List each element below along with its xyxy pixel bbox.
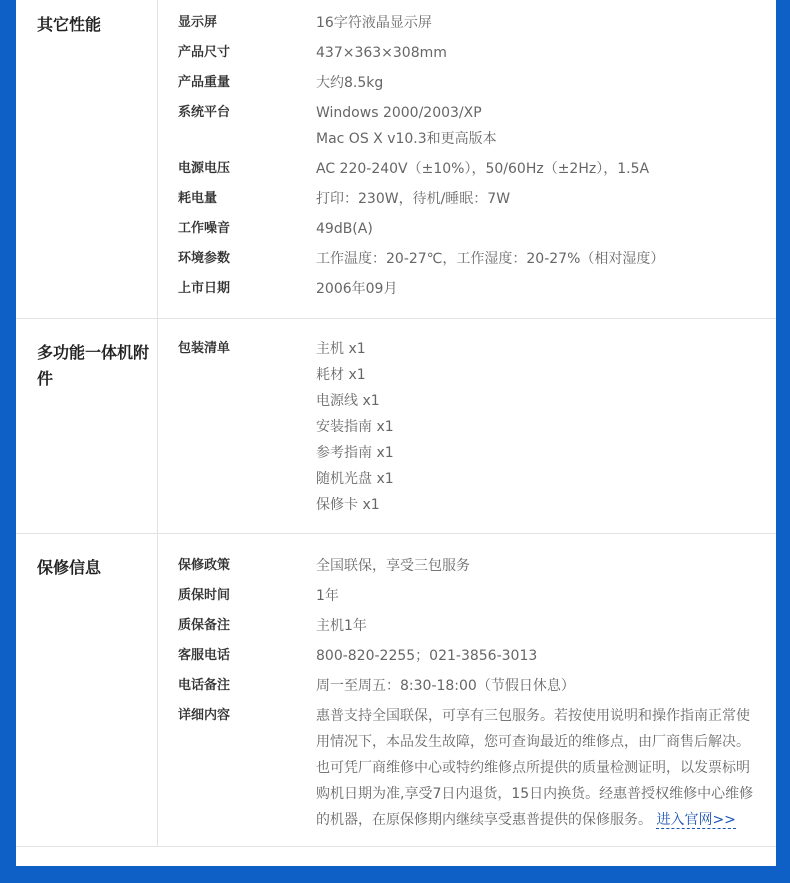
package-item: 参考指南 x1 (316, 445, 394, 461)
spec-row-os (158, 98, 776, 154)
spec-value (316, 336, 776, 520)
spec-label: 产品尺寸 (178, 45, 231, 60)
spec-row-display (158, 8, 776, 38)
spec-value: 49dB(A) (316, 221, 373, 237)
spec-value: 全国联保，享受三包服务 (316, 558, 470, 574)
section-body (158, 0, 776, 318)
section-title: 多功能一体机附件 (16, 319, 158, 533)
section-title: 其它性能 (16, 0, 158, 318)
spec-value: 800-820-2255；021-3856-3013 (316, 648, 538, 664)
spec-value: 16字符液晶显示屏 (316, 15, 432, 31)
spec-row-warranty-policy (158, 551, 776, 581)
spec-value: 2006年09月 (316, 281, 398, 297)
spec-label: 保修政策 (178, 558, 231, 573)
spec-label: 电源电压 (178, 161, 231, 176)
spec-label: 客服电话 (178, 648, 231, 663)
spec-row-power (158, 154, 776, 184)
section-body (158, 319, 776, 533)
spec-label: 质保备注 (178, 618, 231, 633)
spec-label: 质保时间 (178, 588, 231, 603)
spec-value: 打印：230W，待机/睡眠：7W (316, 191, 511, 207)
spec-row-warranty-note (158, 611, 776, 641)
official-site-link[interactable]: 进入官网>> (656, 812, 736, 828)
spec-label: 详细内容 (178, 708, 231, 723)
spec-row-details (158, 701, 776, 833)
spec-label: 系统平台 (178, 105, 231, 120)
spec-value-line: Mac OS X v10.3和更高版本 (316, 131, 497, 147)
spec-value (316, 98, 776, 154)
spec-value: 主机1年 (316, 618, 367, 634)
spec-row-warranty-time (158, 581, 776, 611)
spec-value: AC 220-240V（±10%），50/60Hz（±2Hz），1.5A (316, 161, 650, 177)
spec-row-consumption (158, 184, 776, 214)
spec-value (316, 701, 776, 833)
section-accessories (16, 319, 776, 534)
package-item: 主机 x1 (316, 341, 366, 357)
package-item: 耗材 x1 (316, 367, 366, 383)
spec-row-phone-note (158, 671, 776, 701)
section-warranty (16, 534, 776, 847)
package-item: 安装指南 x1 (316, 419, 394, 435)
spec-label: 电话备注 (178, 678, 231, 693)
spec-row-service-phone (158, 641, 776, 671)
spec-label: 工作噪音 (178, 221, 231, 236)
spec-label: 上市日期 (178, 281, 231, 296)
package-item: 保修卡 x1 (316, 497, 380, 513)
spec-label: 环境参数 (178, 251, 231, 266)
section-title: 保修信息 (16, 534, 158, 846)
warranty-details-text: 惠普支持全国联保，可享有三包服务。若按使用说明和操作指南正常使用情况下，本品发生故障，您可查询最近的维修点，由厂商售后解决。也可凭厂商维修中心或特约维修点所提供的质量检测证明，以发票标明购机日期为准,享受7日内退货，15日内换货。经惠普授权维修中心维修的机器，在原保修期内继续享受惠普提供的保修服务。 (316, 708, 754, 828)
spec-panel (16, 0, 776, 866)
spec-label: 显示屏 (178, 15, 218, 30)
spec-row-package-list (158, 336, 776, 520)
package-item: 电源线 x1 (316, 393, 380, 409)
package-item: 随机光盘 x1 (316, 471, 394, 487)
section-body (158, 534, 776, 846)
spec-row-weight (158, 68, 776, 98)
spec-row-release-date (158, 274, 776, 304)
spec-row-environment (158, 244, 776, 274)
spec-label: 产品重量 (178, 75, 231, 90)
spec-value: 1年 (316, 588, 339, 604)
spec-row-size (158, 38, 776, 68)
spec-value: 437×363×308mm (316, 45, 447, 61)
spec-label: 耗电量 (178, 191, 218, 206)
spec-value-line: Windows 2000/2003/XP (316, 105, 482, 121)
spec-label: 包装清单 (178, 341, 231, 356)
spec-value: 周一至周五：8:30-18:00（节假日休息） (316, 678, 575, 694)
spec-value: 工作温度：20-27℃，工作湿度：20-27%（相对湿度） (316, 251, 665, 267)
spec-value: 大约8.5kg (316, 75, 384, 91)
spec-row-noise (158, 214, 776, 244)
section-other-performance (16, 0, 776, 319)
